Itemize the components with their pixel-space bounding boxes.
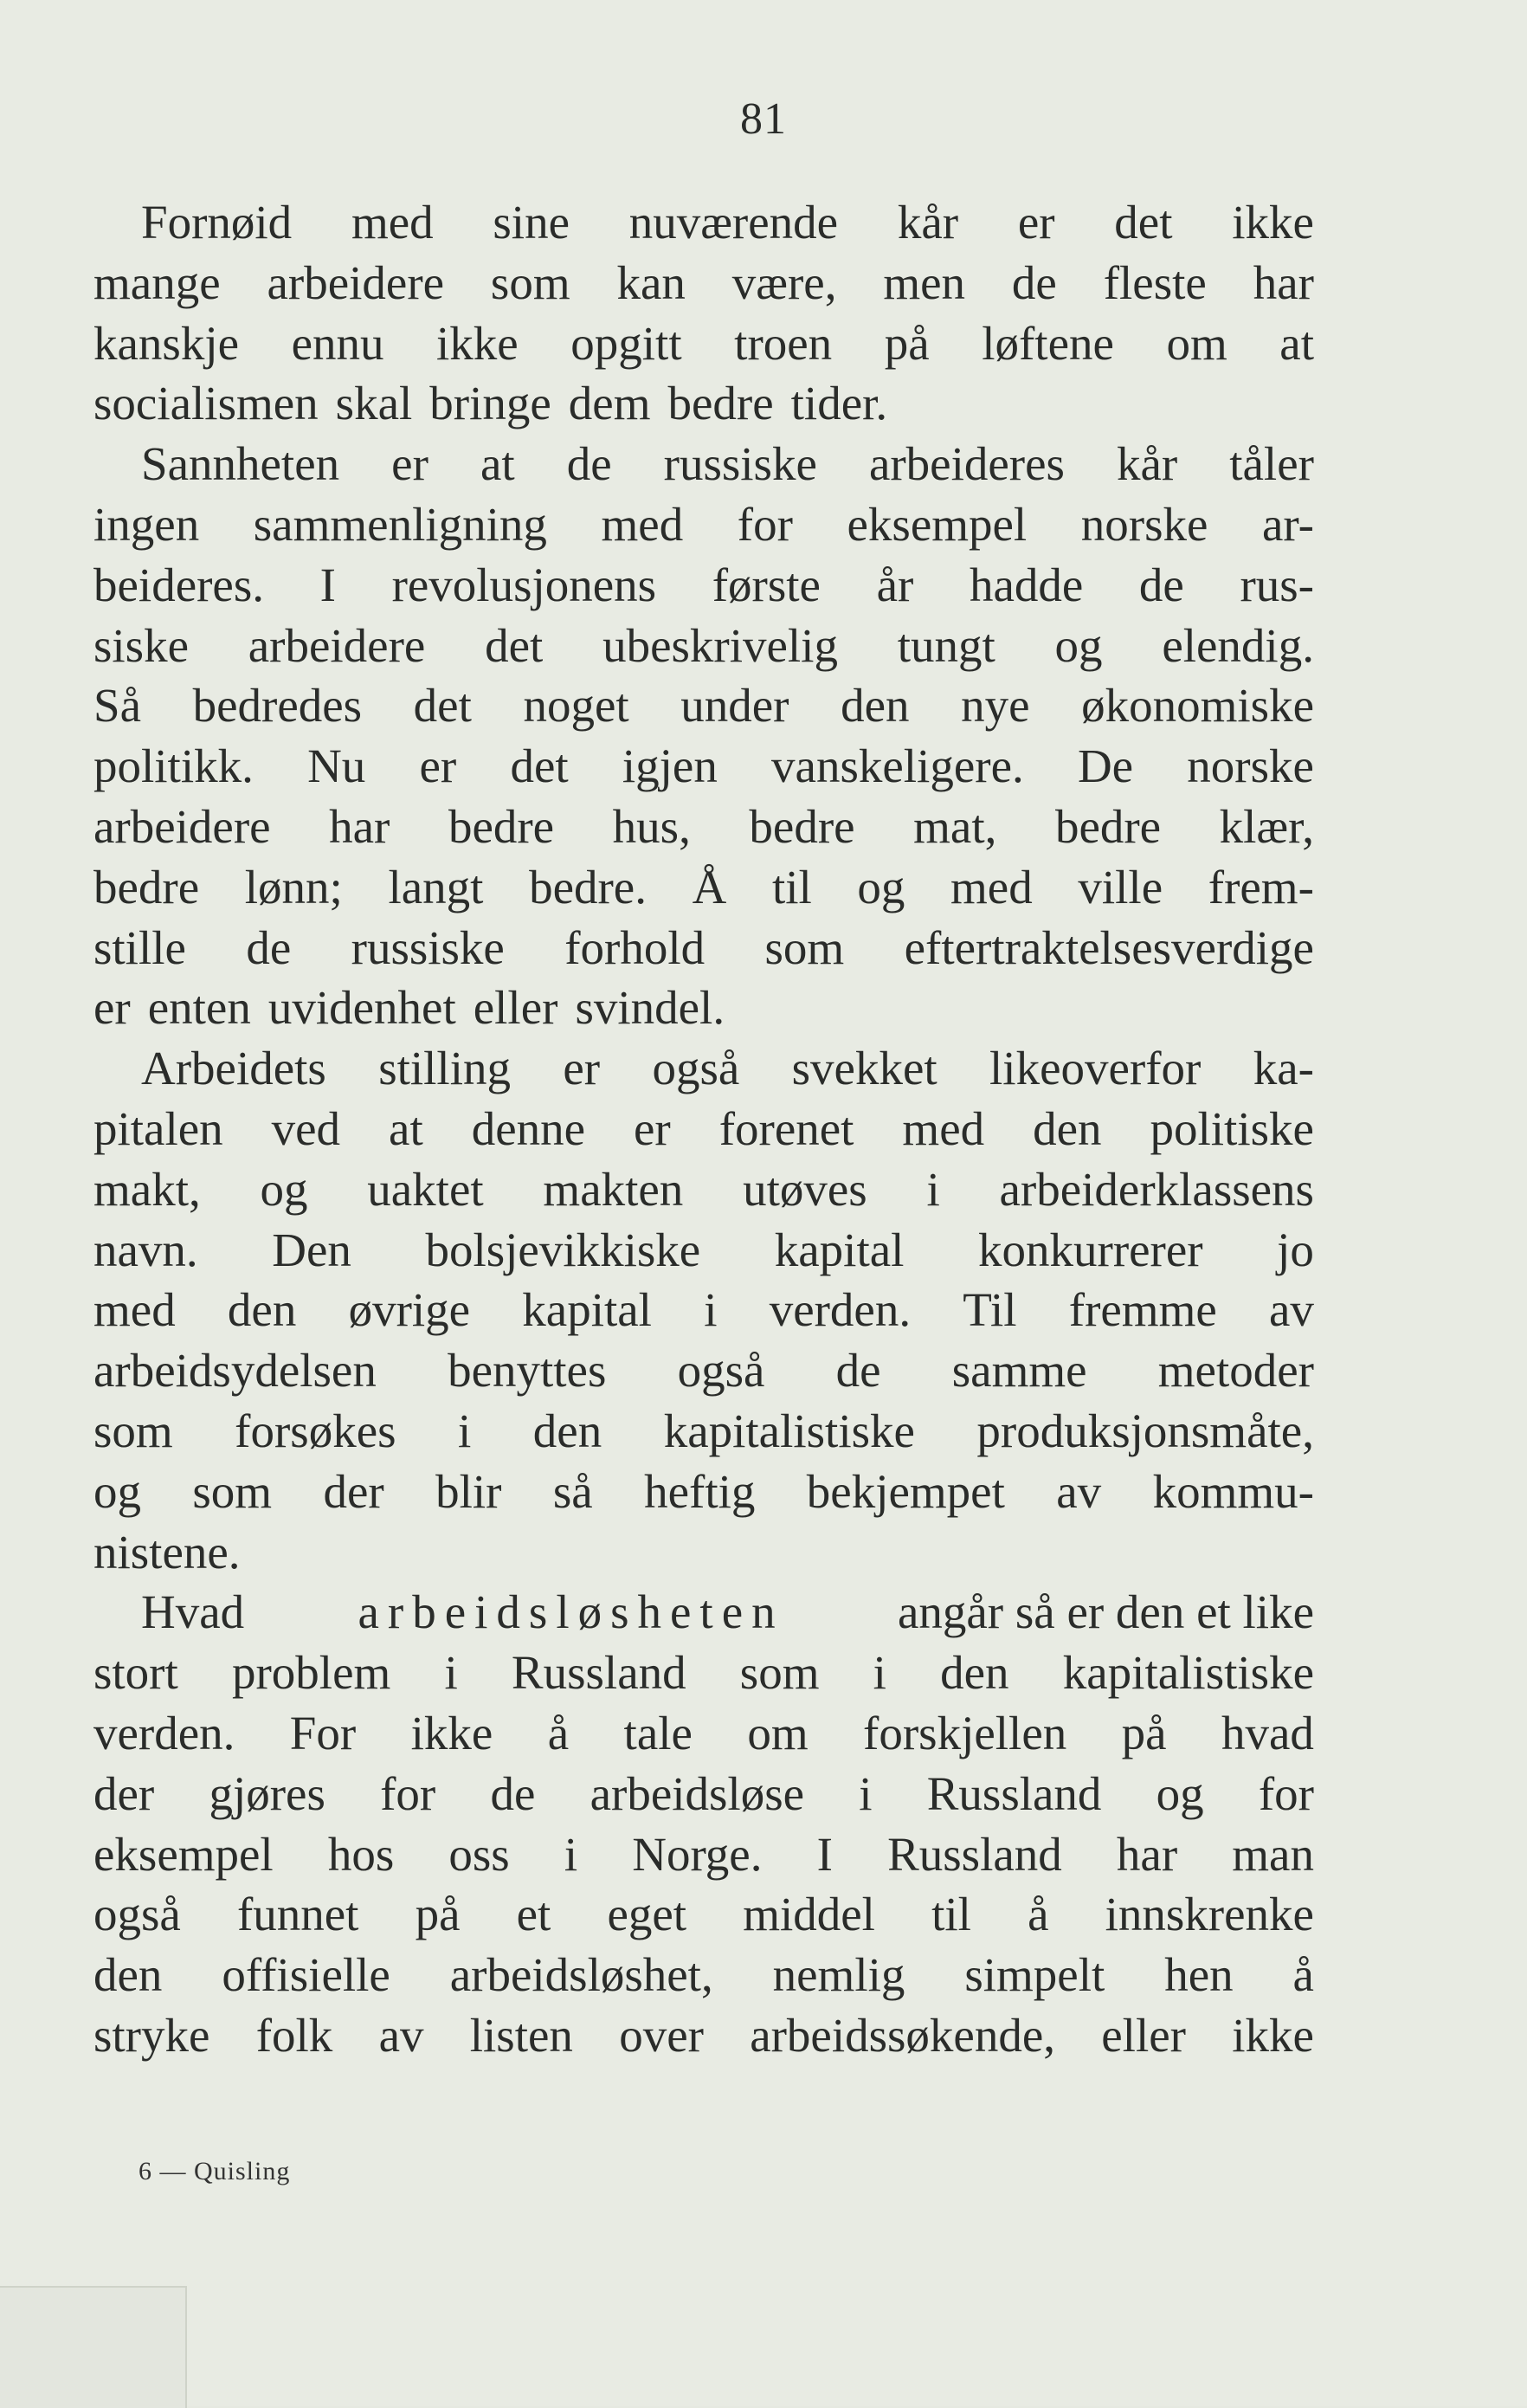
word: heftig (644, 1464, 756, 1518)
word: rus- (1240, 558, 1314, 611)
text-line (93, 1340, 1314, 1401)
word: I (816, 1827, 833, 1881)
word: opgitt (570, 316, 682, 370)
word: kapital (774, 1223, 905, 1276)
word: den (841, 679, 910, 733)
word: funnet (236, 1888, 359, 1941)
word: til (771, 860, 812, 913)
word: eksempel (93, 1827, 274, 1881)
word: har (1253, 255, 1314, 309)
word: av (1056, 1464, 1102, 1518)
text-line (93, 1703, 1314, 1764)
word: om (747, 1706, 809, 1759)
word: arbeidere (267, 255, 445, 309)
word: kår (1116, 437, 1178, 491)
word: bedre (93, 860, 200, 913)
word: fleste (1103, 255, 1207, 309)
word: ikke (410, 1706, 493, 1759)
word: tale (623, 1706, 693, 1759)
word: som (93, 1404, 173, 1457)
text-line (93, 313, 1314, 374)
word: enten (147, 981, 251, 1035)
word: at (1279, 316, 1314, 370)
word: er (391, 437, 428, 491)
word: første (712, 558, 821, 611)
word: det (485, 618, 544, 672)
word: lønn; (244, 860, 343, 913)
word: hadde (969, 558, 1084, 611)
word: benyttes (448, 1344, 607, 1398)
word: Den (272, 1223, 351, 1276)
word: verden. (93, 1706, 235, 1759)
word: norske (1187, 739, 1314, 793)
word: Russland (511, 1646, 686, 1700)
word: for (1258, 1766, 1314, 1820)
word: de (246, 920, 292, 974)
word: stille (93, 920, 186, 974)
word: den (227, 1283, 297, 1337)
word: sammenligning (253, 497, 547, 551)
word: Russland (887, 1827, 1062, 1881)
word: Norge. (632, 1827, 763, 1881)
word: kan (616, 255, 686, 309)
word: arbeideres (868, 437, 1065, 491)
text-line (93, 1401, 1314, 1462)
word: skal (335, 377, 413, 430)
word: over (619, 2008, 704, 2062)
word: fremme (1068, 1283, 1217, 1337)
text-line (93, 616, 1314, 676)
text-line (93, 1099, 1314, 1159)
word: hus, (612, 799, 691, 853)
word: eftertraktelsesverdige (904, 920, 1314, 974)
word: for (737, 497, 793, 551)
word: nuværende (628, 196, 839, 249)
word: i (926, 1162, 940, 1216)
word: og (93, 1464, 141, 1518)
word: under (680, 679, 789, 733)
word: hos (327, 1827, 395, 1881)
word: Arbeidets (141, 1042, 326, 1095)
word: folk (255, 2008, 333, 2062)
word: av (1268, 1283, 1314, 1337)
word: forhold (564, 920, 706, 974)
word: middel (743, 1888, 875, 1941)
word: stryke (93, 2008, 210, 2062)
word: arbeidere (248, 618, 426, 672)
text-line (93, 978, 1314, 1038)
word: arbeidsydelsen (93, 1344, 377, 1398)
word: forenet (718, 1101, 854, 1155)
word: i (873, 1646, 886, 1700)
word: pitalen (93, 1101, 223, 1155)
word: utøves (743, 1162, 867, 1216)
word: uvidenhet (267, 981, 456, 1035)
word: øvrige (348, 1283, 471, 1337)
word: svindel. (575, 981, 725, 1035)
word: også (677, 1344, 765, 1398)
word: oss (448, 1827, 510, 1881)
word: med (902, 1101, 985, 1155)
word: de (1011, 255, 1057, 309)
word: Så (93, 679, 141, 733)
word: ingen (93, 497, 200, 551)
word: eller (473, 981, 558, 1035)
word: stilling (378, 1042, 511, 1095)
word: der (323, 1464, 384, 1518)
word: arbeidsløse (590, 1766, 805, 1820)
word: Nu (307, 739, 366, 793)
word: i (704, 1283, 718, 1337)
text-line (93, 192, 1314, 253)
word: er (419, 739, 457, 793)
word: kapitalistiske (663, 1404, 915, 1457)
word: igjen (622, 739, 718, 793)
word: også (652, 1042, 740, 1095)
word: og (1054, 618, 1103, 672)
word: dem (568, 377, 651, 430)
word: gjøres (209, 1766, 325, 1820)
word: at (389, 1101, 423, 1155)
word: at (480, 437, 515, 491)
word: ved (271, 1101, 341, 1155)
word: bedre (749, 799, 855, 853)
word: det (510, 739, 569, 793)
word: de (566, 437, 612, 491)
word: Russland (926, 1766, 1102, 1820)
word: vanskeligere. (771, 739, 1024, 793)
word: norske (1080, 497, 1208, 551)
word: som (192, 1464, 273, 1518)
word: av (378, 2008, 424, 2062)
word: produksjonsmåte, (976, 1404, 1314, 1457)
word: konkurrerer (978, 1223, 1203, 1276)
word: russiske (663, 437, 817, 491)
page-edge-shadow (0, 2286, 187, 2408)
word: nemlig (772, 1948, 905, 2002)
word: den (940, 1646, 1009, 1700)
lead-word: Hvad (141, 1585, 245, 1639)
text-line (93, 1462, 1314, 1522)
word: kapitalistiske (1062, 1646, 1314, 1700)
word: makten (543, 1162, 684, 1216)
word: politiske (1150, 1101, 1314, 1155)
word: jo (1277, 1223, 1314, 1276)
word: nistene. (93, 1525, 241, 1578)
word: ikke (1232, 2008, 1314, 2062)
word: har (1116, 1827, 1178, 1881)
word: Å (692, 860, 727, 913)
word: å (1292, 1948, 1314, 2002)
word: langt (388, 860, 484, 913)
word: nye (961, 679, 1030, 733)
word: arbeidsløshet, (449, 1948, 713, 2002)
word: de (490, 1766, 536, 1820)
text-line-lead (93, 1582, 1314, 1643)
word: listen (469, 2008, 573, 2062)
word: mange (93, 255, 221, 309)
word: det (413, 679, 472, 733)
page-number: 81 (740, 94, 787, 144)
word: blir (435, 1464, 502, 1518)
text-line (93, 857, 1314, 918)
word: simpelt (964, 1948, 1105, 2002)
word: er (563, 1042, 601, 1095)
word: på (1121, 1706, 1167, 1759)
spaced-emphasis-word: arbeidsløsheten (358, 1585, 784, 1639)
word: siske (93, 618, 189, 672)
word: bekjempet (806, 1464, 1005, 1518)
word: med (601, 497, 684, 551)
word: også (93, 1888, 181, 1941)
word: bolsjevikkiske (425, 1223, 701, 1276)
word: bedre (667, 377, 774, 430)
word: ikke (436, 316, 519, 370)
word: å (547, 1706, 570, 1759)
word: er (93, 981, 131, 1035)
word: troen (734, 316, 833, 370)
word: bedre (448, 799, 555, 853)
text-line (93, 434, 1314, 494)
text-line (93, 1884, 1314, 1945)
word: arbeidssøkende, (750, 2008, 1055, 2062)
word: bedre (1054, 799, 1162, 853)
word: i (444, 1646, 458, 1700)
word: men (883, 255, 966, 309)
word: problem (231, 1646, 391, 1700)
word: ka- (1253, 1042, 1314, 1095)
word: for (380, 1766, 436, 1820)
word: og (260, 1162, 308, 1216)
word: har (329, 799, 390, 853)
text-line (93, 1945, 1314, 2005)
word: til (931, 1888, 971, 1941)
text-line (93, 918, 1314, 978)
word: kår (897, 196, 959, 249)
word: det (1114, 196, 1173, 249)
text-line (93, 1220, 1314, 1281)
text-line (93, 1643, 1314, 1703)
word: på (884, 316, 930, 370)
lead-rest: angår så er den et like (897, 1585, 1314, 1639)
word: samme (951, 1344, 1087, 1398)
word: med (351, 196, 434, 249)
word: på (415, 1888, 461, 1941)
word: som (490, 255, 570, 309)
text-line (93, 2005, 1314, 2066)
word: klær, (1219, 799, 1314, 853)
word: uaktet (367, 1162, 484, 1216)
word: om (1166, 316, 1227, 370)
word: navn. (93, 1223, 198, 1276)
word: være, (731, 255, 837, 309)
word: likeoverfor (989, 1042, 1202, 1095)
word: et (516, 1888, 551, 1941)
word: man (1232, 1827, 1314, 1881)
word: ar- (1262, 497, 1314, 551)
word: denne (471, 1101, 586, 1155)
text-line (93, 1522, 1314, 1583)
text-line (93, 1824, 1314, 1885)
word: forskjellen (863, 1706, 1067, 1759)
signature-mark: 6 — Quisling (139, 2157, 291, 2185)
word: i (458, 1404, 472, 1457)
text-line (93, 736, 1314, 797)
word: den (1033, 1101, 1102, 1155)
word: er (1017, 196, 1055, 249)
word: og (857, 860, 905, 913)
word: noget (523, 679, 629, 733)
word: offisielle (222, 1948, 390, 2002)
word: å (1028, 1888, 1049, 1941)
word: er (634, 1101, 671, 1155)
word: forsøkes (235, 1404, 396, 1457)
word: tungt (897, 618, 995, 672)
word: tider. (790, 377, 888, 430)
word: beideres. (93, 558, 264, 611)
word: eller (1101, 2008, 1186, 2062)
word: metoder (1157, 1344, 1314, 1398)
word: politikk. (93, 739, 254, 793)
word: mat, (913, 799, 997, 853)
word: og (1156, 1766, 1204, 1820)
word: Fornøid (141, 196, 293, 249)
text-line (93, 675, 1314, 736)
word: bringe (429, 377, 551, 430)
word: den (532, 1404, 602, 1457)
word: svekket (791, 1042, 937, 1095)
word: de (1138, 558, 1184, 611)
word: arbeiderklassens (999, 1162, 1314, 1216)
word: bedredes (192, 679, 363, 733)
word: For (289, 1706, 357, 1759)
word: løftene (982, 316, 1114, 370)
word: ubeskrivelig (602, 618, 838, 672)
word: makt, (93, 1162, 201, 1216)
word: som (764, 920, 845, 974)
word: revolusjonens (391, 558, 657, 611)
text-line (93, 555, 1314, 616)
word: i (564, 1827, 578, 1881)
word: arbeidere (93, 799, 271, 853)
word: kapital (522, 1283, 652, 1337)
word: som (739, 1646, 820, 1700)
word: så (552, 1464, 593, 1518)
body-text (93, 192, 1314, 2066)
word: de (835, 1344, 881, 1398)
word: kommu- (1152, 1464, 1314, 1518)
word: innskrenke (1105, 1888, 1314, 1941)
text-line (93, 253, 1314, 313)
word: socialismen (93, 377, 319, 430)
word: sine (493, 196, 570, 249)
word: elendig. (1162, 618, 1314, 672)
word: den (93, 1948, 163, 2002)
word: år (876, 558, 914, 611)
word: med (950, 860, 1033, 913)
word: tåler (1229, 437, 1314, 491)
text-line (93, 373, 1314, 434)
word: med (93, 1283, 176, 1337)
word: stort (93, 1646, 178, 1700)
word: hvad (1221, 1706, 1314, 1759)
word: I (319, 558, 336, 611)
word: der (93, 1766, 155, 1820)
text-line (93, 1280, 1314, 1340)
word: eksempel (847, 497, 1028, 551)
word: Sannheten (141, 437, 340, 491)
word: russiske (351, 920, 505, 974)
word: eget (607, 1888, 687, 1941)
word: hen (1164, 1948, 1234, 2002)
word: i (859, 1766, 873, 1820)
text-line (93, 1038, 1314, 1099)
word: verden. (769, 1283, 912, 1337)
word: De (1077, 739, 1134, 793)
word: kanskje (93, 316, 240, 370)
word: økonomiske (1081, 679, 1314, 733)
text-line (93, 1159, 1314, 1220)
word: bedre. (529, 860, 647, 913)
word: ville (1078, 860, 1163, 913)
word: frem- (1208, 860, 1314, 913)
text-line (93, 494, 1314, 555)
text-line (93, 797, 1314, 857)
word: ennu (291, 316, 384, 370)
word: ikke (1232, 196, 1314, 249)
word: Til (963, 1283, 1017, 1337)
text-line (93, 1764, 1314, 1824)
